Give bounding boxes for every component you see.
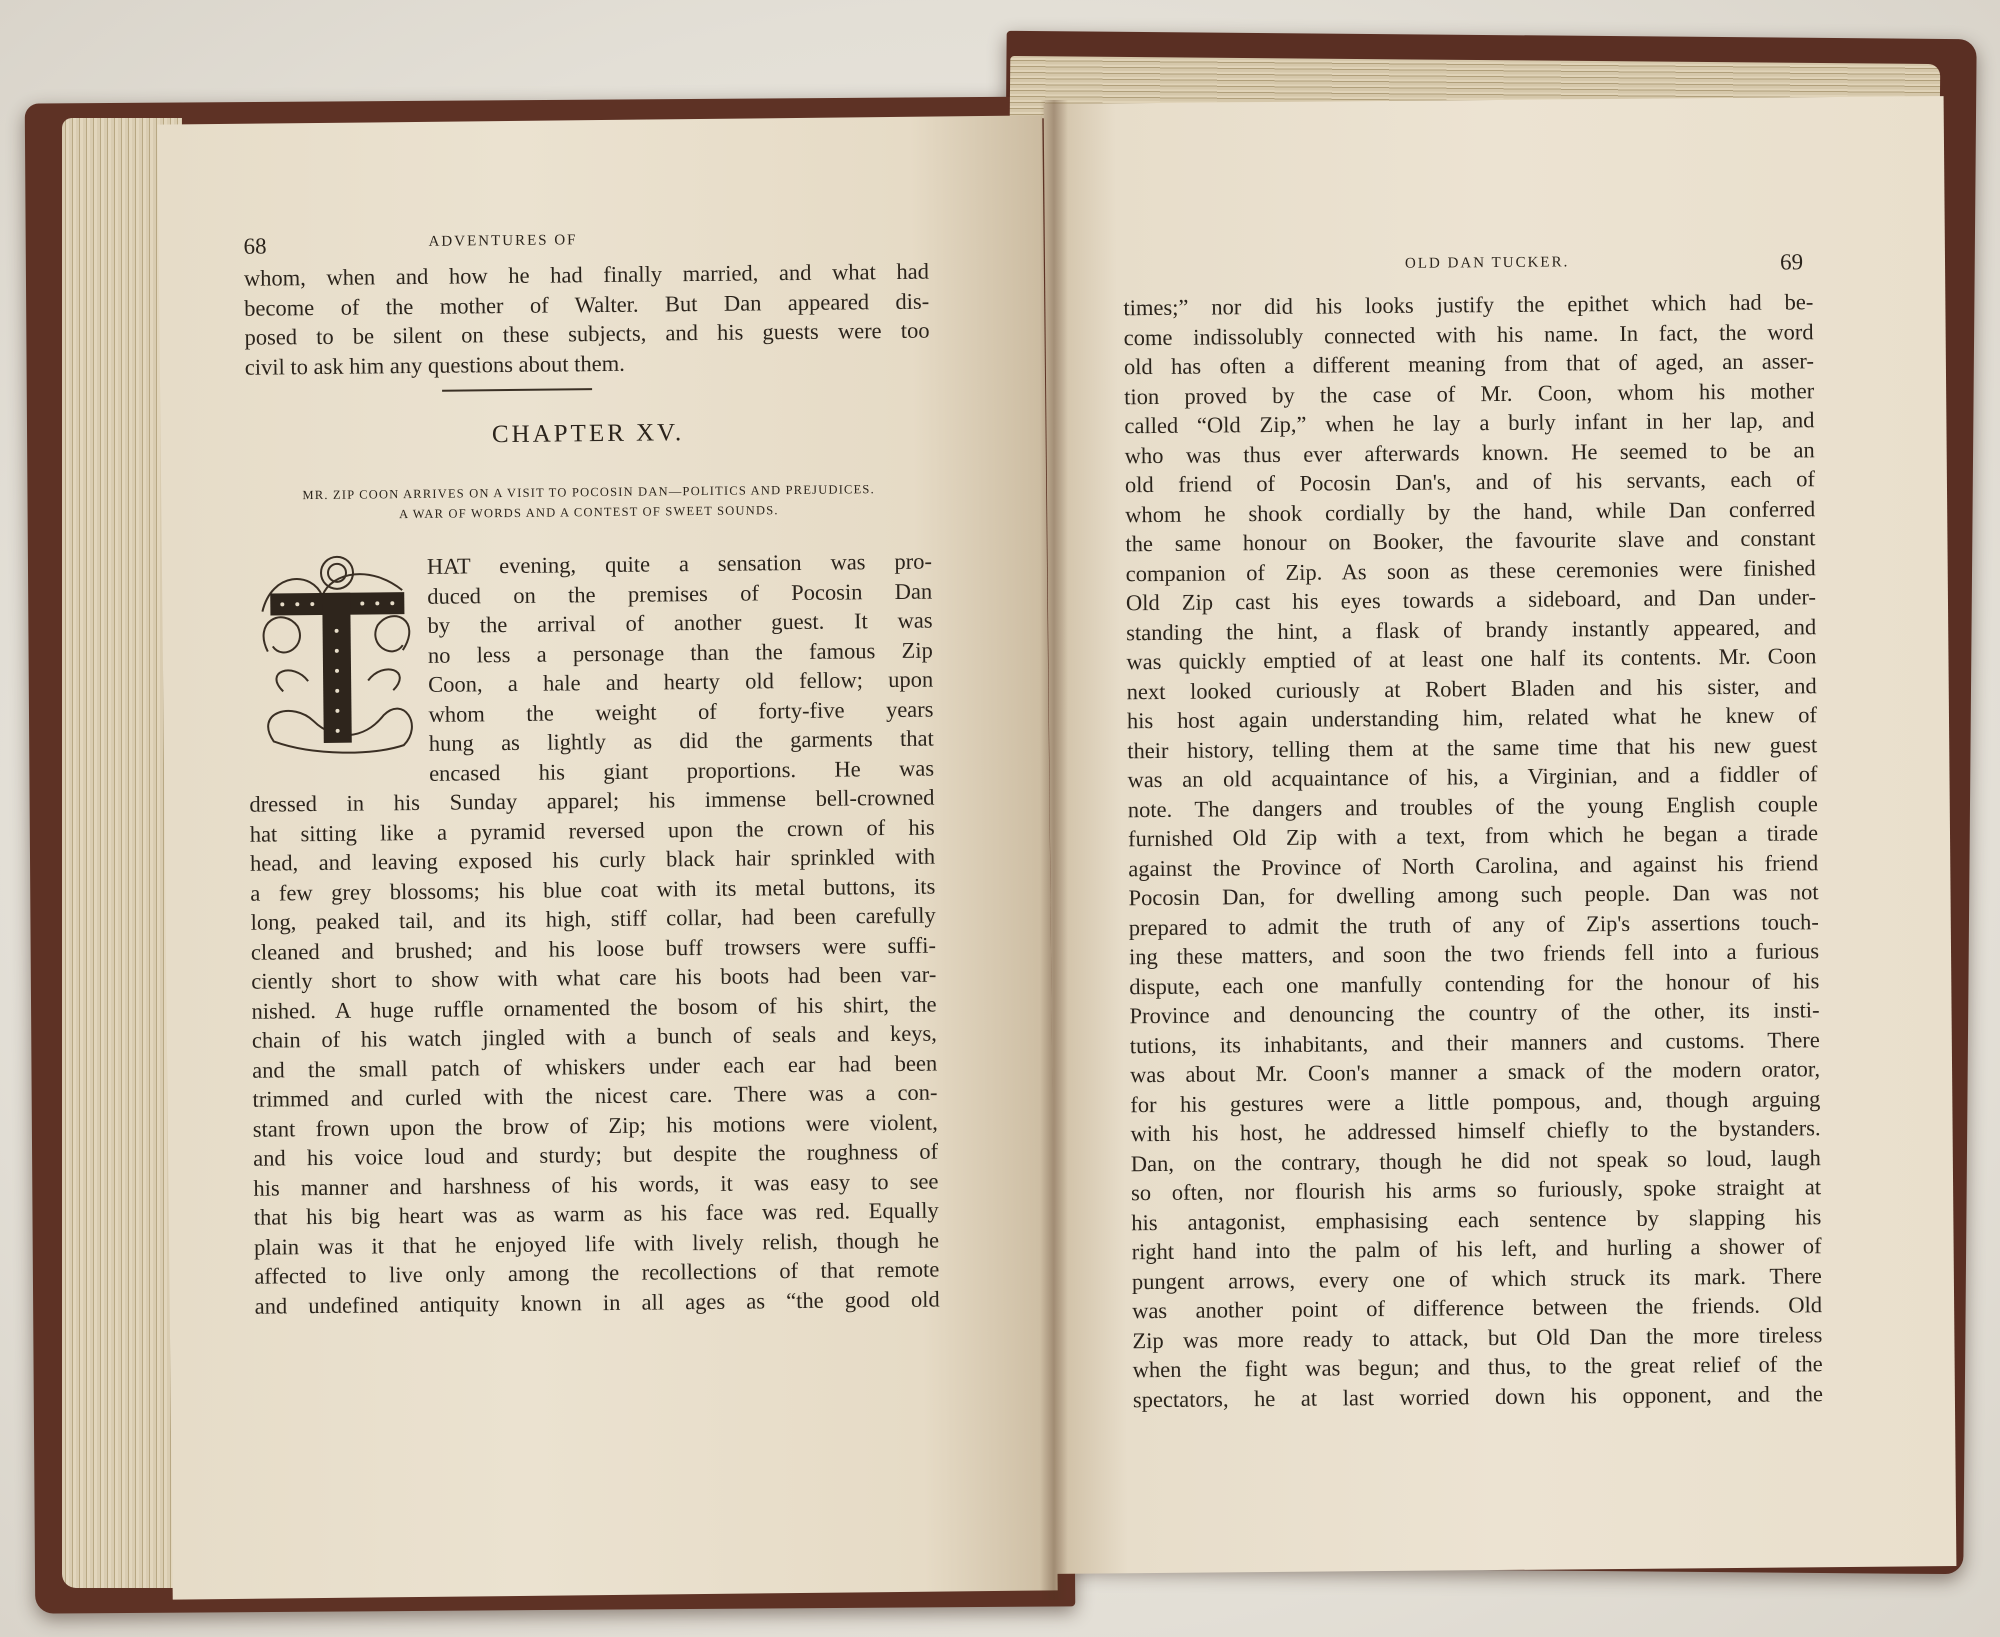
text-line: HAT evening, quite a sensation was pro- xyxy=(426,548,933,579)
text-line: note. The dangers and troubles of the young English couple xyxy=(1127,790,1818,822)
left-body-paragraph xyxy=(249,783,940,1321)
ornamental-drop-cap xyxy=(252,550,424,762)
text-line: hung as lightly as did the garments that xyxy=(428,725,934,756)
text-line: next looked curiously at Robert Bladen and his sister, and xyxy=(1126,672,1817,704)
text-line: prepared to admit the truth of any of Zip's assertions touch- xyxy=(1128,908,1819,940)
section-rule xyxy=(442,388,592,392)
text-line: duced on the premises of Pocosin Dan xyxy=(427,578,933,609)
text-line: Old Zip cast his eyes towards a sideboard, and Dan under- xyxy=(1125,584,1817,616)
left-page-number: 68 xyxy=(243,233,267,259)
text-line: Coon, a hale and hearty old fellow; upon xyxy=(428,666,934,697)
chapter-summary xyxy=(246,479,931,526)
text-line: come indissolubly connected with his name. In fact, the word xyxy=(1123,318,1814,350)
text-line: was quickly emptied of at least one half its contents. Mr. Coon xyxy=(1126,643,1817,675)
text-line: Province and denouncing the country of the other, its insti- xyxy=(1129,997,1820,1029)
text-line: hat sitting like a pyramid reversed upon the crown of his xyxy=(249,814,935,847)
text-line: for his gestures were a little pompous, and, though arguing xyxy=(1130,1085,1821,1117)
text-line: when the fight was begun; and thus, to the great relief of the xyxy=(1132,1351,1823,1383)
text-line: affected to live only among the recollections of that remote xyxy=(254,1256,940,1289)
text-line: tutions, its inhabitants, and their manners and customs. There xyxy=(1129,1026,1820,1058)
text-line: cleaned and brushed; and his loose buff trowsers were suffi- xyxy=(250,932,937,965)
text-line: his host again understanding him, related what he knew of xyxy=(1126,702,1818,734)
text-line: his manner and harshness of his words, it was easy to see xyxy=(253,1168,939,1201)
chapter-title: CHAPTER XV. xyxy=(491,419,685,449)
text-line: was about Mr. Coon's manner a smack of the modern orator, xyxy=(1129,1056,1821,1088)
text-line: by the arrival of another guest. It was xyxy=(427,607,933,638)
text-line: and undefined antiquity known in all ages as “the good old xyxy=(254,1286,940,1319)
text-line: who was thus ever afterwards known. He seemed to be an xyxy=(1124,436,1815,468)
text-line: whom he shook cordially by the hand, while Dan conferred xyxy=(1125,495,1816,527)
text-line: chain of his watch jingled with a bunch of seals and keys, xyxy=(251,1020,937,1053)
left-page xyxy=(157,115,1057,1599)
text-line: whom, when and how he had finally married, and what had xyxy=(243,258,930,291)
text-line: and his voice loud and sturdy; but despite the roughness of xyxy=(252,1138,939,1171)
text-line: plain was it that he enjoyed life with lively relish, though he xyxy=(253,1227,940,1260)
text-line: called “Old Zip,” when he lay a burly infant in her lap, and xyxy=(1124,407,1815,439)
right-running-head: OLD DAN TUCKER. xyxy=(1404,254,1570,272)
text-line: and the small patch of whiskers under each ear had been xyxy=(252,1050,938,1083)
text-line: the same honour on Booker, the favourite slave and constant xyxy=(1125,525,1816,557)
text-line: ciently short to show with what care his boots had been var- xyxy=(251,961,937,994)
drop-cap-wrapped-text xyxy=(427,547,934,788)
text-line: was another point of difference between the friends. Old xyxy=(1132,1292,1823,1324)
text-line: head, and leaving exposed his curly black hair sprinkled with xyxy=(249,843,936,876)
text-line: dressed in his Sunday apparel; his immense bell-crowned xyxy=(249,784,935,817)
chapter-summary-line: A WAR OF WORDS AND A CONTEST OF SWEET SOUNDS. xyxy=(399,503,779,522)
text-line: pungent arrows, every one of which struck its mark. There xyxy=(1131,1262,1822,1294)
text-line: encased his giant proportions. He was xyxy=(428,755,935,786)
text-line: become of the mother of Walter. But Dan appeared dis- xyxy=(244,288,930,321)
text-line: a few grey blossoms; his blue coat with its metal buttons, its xyxy=(250,873,936,906)
text-line: against the Province of North Carolina, and against his friend xyxy=(1128,849,1819,881)
text-line: with his host, he addressed himself chiefly to the bystanders. xyxy=(1130,1115,1821,1147)
text-line: standing the hint, a flask of brandy instantly appeared, and xyxy=(1126,613,1817,645)
text-line: that his big heart was as warm as his face was red. Equally xyxy=(253,1197,939,1230)
text-line: posed to be silent on these subjects, and his guests were too xyxy=(244,317,930,350)
book-gutter xyxy=(1040,100,1068,1600)
drop-cap-ornament-icon xyxy=(252,550,424,762)
text-line: stant frown upon the brow of Zip; his motions were violent, xyxy=(252,1109,938,1142)
text-line: their history, telling them at the same time that his new guest xyxy=(1127,731,1818,763)
text-line: nished. A huge ruffle ornamented the bosom of his shirt, the xyxy=(251,991,937,1024)
text-line: right hand into the palm of his left, and hurling a shower of xyxy=(1131,1233,1822,1265)
left-opening-paragraph xyxy=(244,257,930,382)
text-line: was an old acquaintance of his, a Virginian, and a fiddler of xyxy=(1127,761,1818,793)
text-line: dispute, each one manfully contending for the honour of his xyxy=(1129,967,1820,999)
text-line: ing these matters, and soon the two friends fell into a furious xyxy=(1128,938,1820,970)
text-line: long, peaked tail, and its high, stiff collar, had been carefully xyxy=(250,902,936,935)
text-line: whom the weight of forty-five years xyxy=(428,696,934,727)
text-line: companion of Zip. As soon as these ceremonies were finished xyxy=(1125,554,1816,586)
text-line: furnished Old Zip with a text, from which he began a tirade xyxy=(1127,820,1819,852)
text-line: civil to ask him any questions about them. xyxy=(244,350,625,380)
right-body-paragraph xyxy=(1123,287,1823,1414)
text-line: old has often a different meaning from that of aged, an asser- xyxy=(1123,348,1814,380)
text-line: so often, nor flourish his arms so furiously, spoke straight at xyxy=(1130,1174,1822,1206)
text-line: spectators, he at last worried down his opponent, and the xyxy=(1132,1380,1823,1412)
text-line: his antagonist, emphasising each sentence by slapping his xyxy=(1131,1203,1822,1235)
left-running-head: ADVENTURES OF xyxy=(428,232,578,250)
text-line: Dan, on the contrary, though he did not speak so loud, laugh xyxy=(1130,1144,1821,1176)
chapter-summary-line: MR. ZIP COON ARRIVES ON A VISIT TO POCOSIN DAN—POLITICS AND PREJUDICES. xyxy=(302,482,875,503)
right-page xyxy=(1044,96,1957,1574)
text-line: times;” nor did his looks justify the epithet which had be- xyxy=(1123,289,1814,321)
text-line: trimmed and curled with the nicest care. There was a con- xyxy=(252,1079,938,1112)
right-page-number: 69 xyxy=(1779,249,1804,275)
text-line: Zip was more ready to attack, but Old Dan the more tireless xyxy=(1132,1321,1823,1353)
text-line: no less a personage than the famous Zip xyxy=(427,637,933,668)
text-line: tion proved by the case of Mr. Coon, whom his mother xyxy=(1124,377,1815,409)
text-line: Pocosin Dan, for dwelling among such people. Dan was not xyxy=(1128,879,1819,911)
text-line: old friend of Pocosin Dan's, and of his servants, each of xyxy=(1124,466,1816,498)
